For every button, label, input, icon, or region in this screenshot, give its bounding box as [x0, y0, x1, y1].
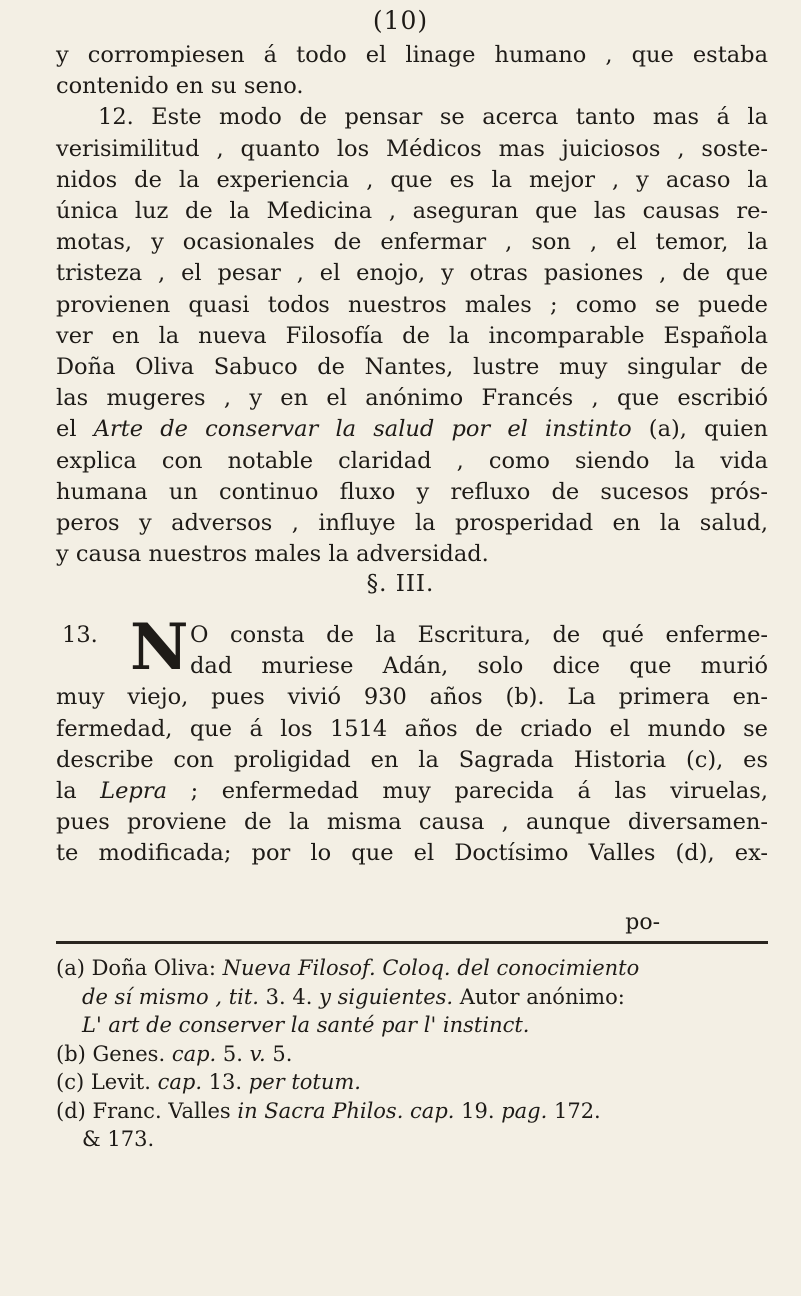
- italic-word: Lepra: [100, 777, 168, 804]
- footnote-continuation: [56, 1011, 768, 1040]
- footnote-text: Autor anónimo:: [453, 984, 625, 1009]
- footnote-italic: pag.: [501, 1098, 548, 1123]
- text-line-with-title: [56, 414, 768, 445]
- footnote-text: 5.: [265, 1041, 293, 1066]
- footnote-c: [56, 1068, 768, 1097]
- footnote-text: Genes.: [92, 1041, 172, 1066]
- footnote-italic: cap.: [157, 1070, 202, 1094]
- footnote-text: 172.: [547, 1098, 601, 1123]
- footnote-italic: v.: [249, 1041, 266, 1066]
- text-line: nidos de la experiencia , que es la mejor , y acaso la: [56, 166, 768, 193]
- text-line: contenido en su seno.: [56, 73, 304, 100]
- drop-cap: N: [130, 610, 189, 685]
- paragraph-13: [56, 610, 768, 870]
- text-line: provienen quasi todos nuestros males ; como se puede: [56, 291, 768, 318]
- footnote-a: [56, 954, 768, 1040]
- drop-cap-row: [56, 651, 768, 682]
- text-line: verisimilitud , quanto los Médicos mas juiciosos , soste-: [56, 135, 768, 162]
- footnote-text: Franc. Valles: [92, 1098, 238, 1123]
- footnote-italic: y siguientes.: [319, 984, 454, 1009]
- footnote-italic: in Sacra Philos. cap.: [237, 1098, 455, 1123]
- text-line: explica con notable claridad , como siendo la vida: [56, 447, 768, 474]
- text-line: pues proviene de la misma causa , aunque diversamen-: [56, 809, 768, 836]
- text-line: te modificada; por lo que el Doctísimo Valles (d), ex-: [56, 840, 768, 867]
- footnote-text: Doña Oliva:: [91, 956, 223, 980]
- footnote-text: 5.: [216, 1041, 250, 1066]
- footnote-text: 13.: [202, 1070, 249, 1094]
- text-line: muy viejo, pues vivió 930 años (b). La primera en-: [56, 684, 768, 711]
- footnote-italic: Nueva Filosof. Coloq. del conocimiento: [222, 956, 640, 980]
- footnote-text: Levit.: [90, 1070, 158, 1094]
- paragraph-12: [56, 40, 768, 570]
- footnote-mark: (c): [56, 1070, 85, 1094]
- text-line: motas, y ocasionales de enfermar , son , el temor, la: [56, 229, 768, 256]
- footnote-continuation: & 173.: [82, 1127, 155, 1151]
- page-number: (10): [372, 6, 429, 35]
- footnotes: [56, 954, 768, 1154]
- footnote-italic: L' art de conserver la santé par l' instinct.: [82, 1013, 530, 1037]
- text-line: dad muriese Adán, solo dice que murió: [190, 653, 768, 680]
- footnote-d: [56, 1097, 768, 1154]
- book-title: Arte de conservar la salud por el instinto: [93, 416, 632, 443]
- footnote-italic: de sí mismo , tit.: [82, 984, 259, 1009]
- footnote-italic: per totum.: [248, 1070, 361, 1094]
- text-after-title: (a), quien: [631, 416, 769, 443]
- text-line: las mugeres , y en el anónimo Francés , que escribió: [56, 385, 768, 412]
- catchword: po-: [625, 910, 660, 935]
- footnote-mark: (b): [56, 1041, 86, 1066]
- text-line: 12. Este modo de pensar se acerca tanto mas á la: [98, 104, 768, 131]
- footnote-italic: cap.: [171, 1041, 217, 1066]
- footnote-mark: (a): [56, 956, 85, 980]
- text-line-lepra: [56, 776, 768, 807]
- text-line: describe con proligidad en la Sagrada Historia (c), es: [56, 746, 768, 773]
- text-line: fermedad, que á los 1514 años de criado el mundo se: [56, 715, 768, 742]
- footnote-b: [56, 1040, 768, 1069]
- footnote-text: 3. 4.: [258, 984, 320, 1009]
- section-heading: §. III.: [366, 571, 435, 597]
- text-after-word: ; enfermedad muy parecida á las viruelas,: [167, 777, 768, 804]
- text-line: O consta de la Escritura, de qué enferme-: [190, 622, 768, 648]
- footnote-text: 19.: [454, 1098, 502, 1123]
- paragraph-number: 13.: [62, 622, 98, 648]
- footnote-mark: (d): [56, 1098, 86, 1123]
- text-line: peros y adversos , influye la prosperidad en la salud,: [56, 510, 768, 537]
- text-line: ver en la nueva Filosofía de la incomparable Española: [56, 322, 768, 349]
- text-before-title: el: [56, 416, 94, 443]
- text-line: humana un continuo fluxo y refluxo de sucesos prós-: [56, 478, 768, 505]
- text-line: única luz de la Medicina , aseguran que las causas re-: [56, 198, 768, 225]
- footnote-continuation: [56, 983, 768, 1012]
- text-line: y corrompiesen á todo el linage humano , que estaba: [56, 42, 768, 68]
- text-line: tristeza , el pesar , el enojo, y otras pasiones , de que: [56, 260, 768, 287]
- footnote-rule: [56, 941, 768, 944]
- text-line: Doña Oliva Sabuco de Nantes, lustre muy singular de: [56, 354, 768, 381]
- text-line: y causa nuestros males la adversidad.: [56, 541, 489, 568]
- text-before-word: la: [56, 777, 101, 804]
